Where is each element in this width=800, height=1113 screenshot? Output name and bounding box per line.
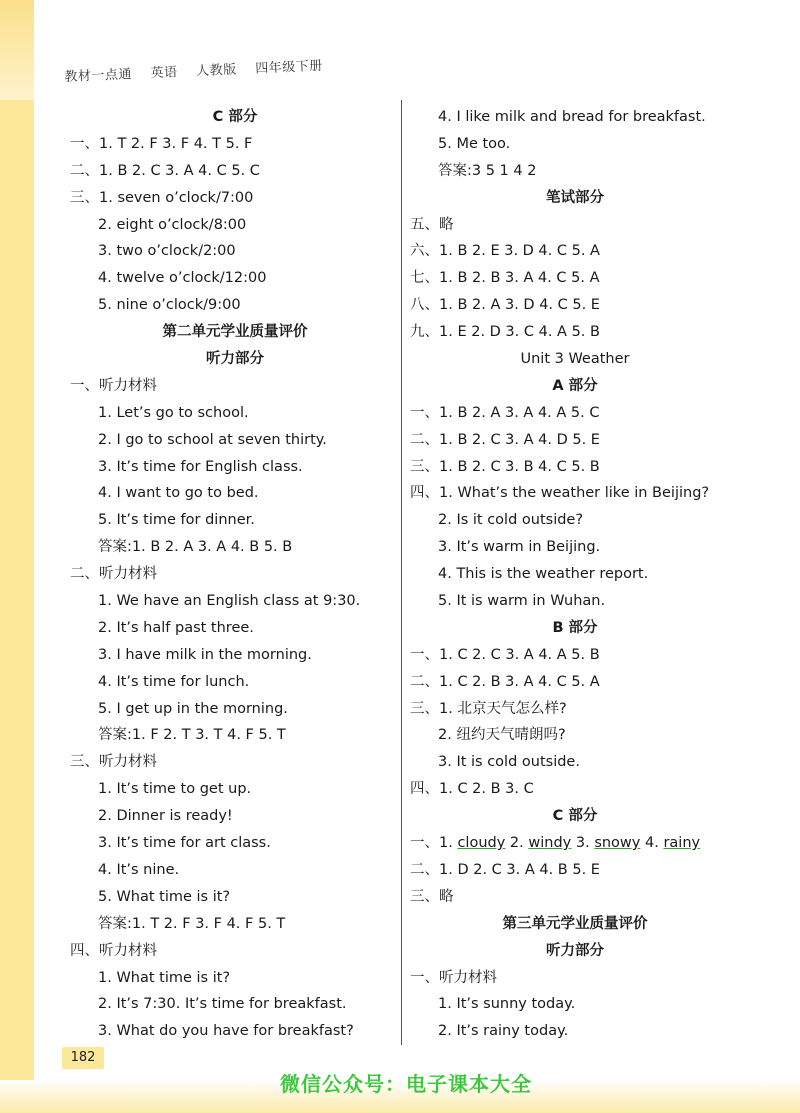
right-column-line: 2. It’s rainy today. [438, 1023, 569, 1040]
right-column-line: 5. It is warm in Wuhan. [438, 593, 606, 610]
right-column-line: 二、1. B 2. C 3. A 4. D 5. E [410, 431, 600, 448]
left-column-line: 5. What time is it? [98, 888, 231, 905]
left-column-line: 答案:1. T 2. F 3. F 4. F 5. T [98, 915, 286, 932]
left-column-line: 二、听力材料 [70, 566, 157, 583]
left-column-line: 一、1. T 2. F 3. F 4. T 5. F [70, 135, 253, 152]
right-column-line: A 部分 [552, 377, 598, 394]
left-column-line: 2. Dinner is ready! [98, 808, 233, 825]
right-column-line: B 部分 [552, 619, 598, 636]
right-column-line: 5. Me too. [438, 135, 511, 152]
left-column-line: 1. What time is it? [98, 969, 231, 986]
left-column-line: 三、1. seven o’clock/7:00 [70, 189, 254, 206]
right-column [410, 104, 740, 1045]
right-column-line: 八、1. B 2. A 3. D 4. C 5. E [410, 297, 600, 314]
left-column-line: 4. twelve o’clock/12:00 [98, 270, 267, 287]
left-column-line: 一、听力材料 [70, 377, 157, 394]
left-column-line: 3. two o’clock/2:00 [98, 243, 236, 260]
right-column-line: 一、听力材料 [410, 969, 497, 986]
right-column-line: 4. This is the weather report. [438, 566, 649, 583]
left-column-line: 2. It’s 7:30. It’s time for breakfast. [98, 996, 347, 1013]
right-column-line: 第三单元学业质量评价 [502, 915, 648, 932]
left-column-line: 4. I want to go to bed. [98, 485, 259, 502]
left-column-line: 3. I have milk in the morning. [98, 646, 312, 663]
right-column-line: 九、1. E 2. D 3. C 4. A 5. B [410, 324, 600, 341]
right-column-line: 1. It’s sunny today. [438, 996, 576, 1013]
left-column-line: 第二单元学业质量评价 [162, 324, 308, 341]
left-column-line: 听力部分 [206, 351, 264, 368]
header-book: 教材一点通 [64, 67, 133, 85]
header-subject: 英语 [150, 65, 178, 82]
left-column-line: 4. It’s nine. [98, 861, 180, 878]
right-column-line: 一、1. cloudy 2. windy 3. snowy 4. rainy [410, 835, 701, 852]
left-column-line: 1. Let’s go to school. [98, 404, 249, 421]
right-column-line: 三、1. 北京天气怎么样? [410, 700, 567, 717]
right-column-line: 3. It is cold outside. [438, 754, 580, 771]
right-column-line: 四、1. What’s the weather like in Beijing? [410, 485, 710, 502]
page-number: 182 [62, 1047, 104, 1069]
left-column [70, 104, 400, 1045]
right-column-line: 3. It’s warm in Beijing. [438, 539, 601, 556]
left-column-line: 4. It’s time for lunch. [98, 673, 250, 690]
left-column-line: 1. We have an English class at 9:30. [98, 593, 361, 610]
left-column-line: 1. It’s time to get up. [98, 781, 252, 798]
header-edition: 人教版 [195, 62, 237, 80]
left-column-line: 2. I go to school at seven thirty. [98, 431, 327, 448]
right-column-line: 答案:3 5 1 4 2 [438, 162, 537, 179]
right-column-line: C 部分 [552, 808, 598, 825]
right-column-line: 三、1. B 2. C 3. B 4. C 5. B [410, 458, 600, 475]
column-divider [401, 100, 402, 1045]
left-column-line: C 部分 [212, 109, 258, 125]
right-column-line: 六、1. B 2. E 3. D 4. C 5. A [410, 243, 600, 260]
right-column-line: 听力部分 [546, 942, 604, 959]
left-column-line: 答案:1. F 2. T 3. T 4. F 5. T [98, 727, 286, 744]
right-column-line: 二、1. D 2. C 3. A 4. B 5. E [410, 861, 600, 878]
left-column-line: 答案:1. B 2. A 3. A 4. B 5. B [98, 539, 293, 556]
left-column-line: 二、1. B 2. C 3. A 4. C 5. C [70, 162, 260, 179]
left-column-line: 3. It’s time for English class. [98, 458, 303, 475]
right-column-line: 一、1. B 2. A 3. A 4. A 5. C [410, 404, 600, 421]
right-column-line: 2. 纽约天气晴朗吗? [438, 727, 566, 744]
right-column-line: 二、1. C 2. B 3. A 4. C 5. A [410, 673, 600, 690]
right-column-line: 2. Is it cold outside? [438, 512, 584, 529]
right-column-line: 四、1. C 2. B 3. C [410, 781, 534, 798]
left-column-line: 四、听力材料 [70, 942, 157, 959]
left-column-line: 3. It’s time for art class. [98, 835, 271, 852]
header-grade: 四年级下册 [254, 58, 324, 77]
right-column-line: 一、1. C 2. C 3. A 4. A 5. B [410, 646, 600, 663]
watermark-text: 微信公众号：电子课本大全 [280, 1072, 532, 1096]
left-column-line: 5. nine o’clock/9:00 [98, 297, 241, 314]
left-column-line: 3. What do you have for breakfast? [98, 1023, 354, 1040]
right-column-line: 五、略 [410, 216, 454, 233]
right-column-line: 七、1. B 2. B 3. A 4. C 5. A [410, 270, 600, 287]
left-column-line: 三、听力材料 [70, 754, 157, 771]
left-column-line: 5. It’s time for dinner. [98, 512, 255, 529]
right-column-line: Unit 3 Weather [520, 351, 630, 368]
right-column-line: 笔试部分 [546, 189, 604, 206]
left-column-line: 2. It’s half past three. [98, 619, 254, 636]
right-column-line: 4. I like milk and bread for breakfast. [438, 109, 706, 125]
right-column-line: 三、略 [410, 888, 454, 905]
left-column-line: 5. I get up in the morning. [98, 700, 288, 717]
left-column-line: 2. eight o’clock/8:00 [98, 216, 247, 233]
